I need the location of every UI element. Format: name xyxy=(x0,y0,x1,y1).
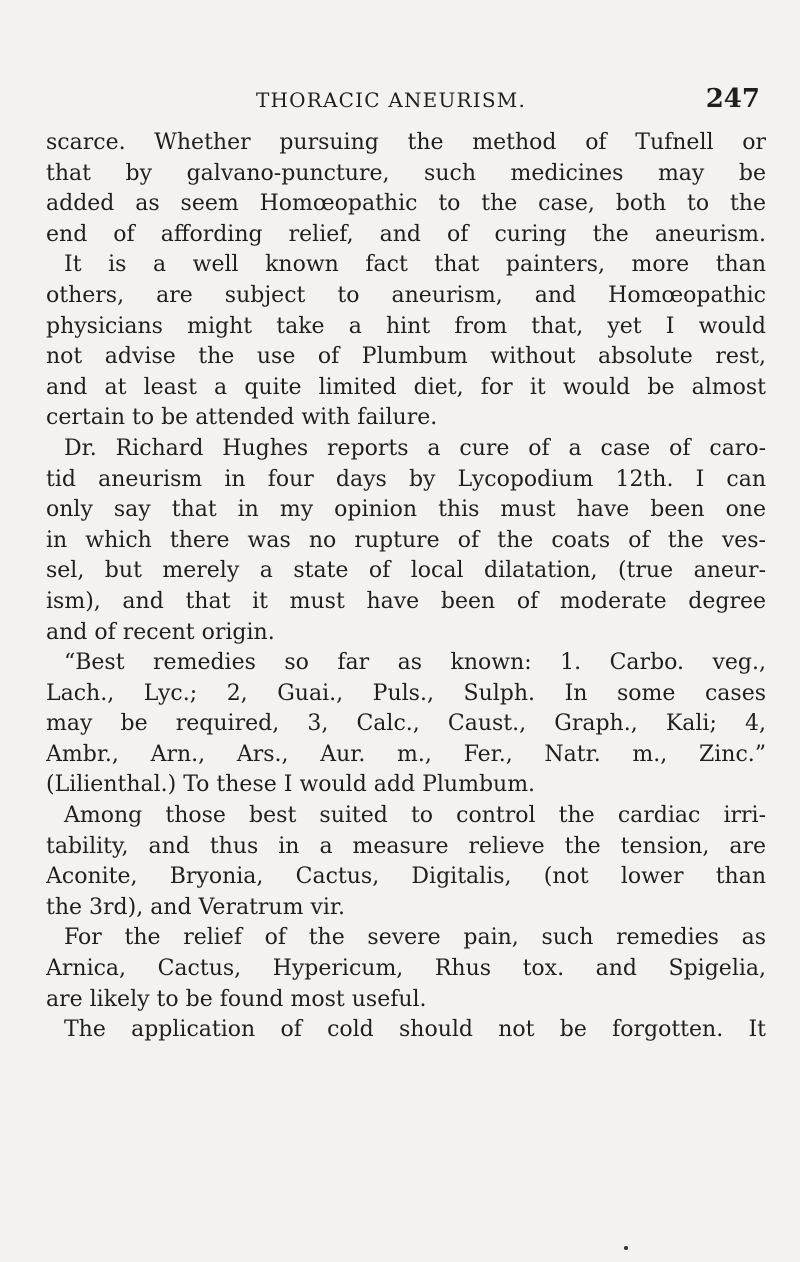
page-number: 247 xyxy=(705,84,760,114)
text-line: physicians might take a hint from that, yet I would xyxy=(46,313,766,339)
text-line: that by galvano-puncture, such medicines may be xyxy=(46,160,766,186)
text-line: Aconite, Bryonia, Cactus, Digitalis, (not lower than xyxy=(46,864,766,890)
text-line: are likely to be found most useful. xyxy=(46,986,427,1012)
text-line: sel, but merely a state of local dilatation, (true aneur- xyxy=(46,558,766,584)
ink-speck xyxy=(624,1246,628,1250)
text-line: It is a well known fact that painters, more than xyxy=(64,252,766,278)
text-line: Among those best suited to control the cardiac irri- xyxy=(64,803,766,829)
text-line: added as seem Homœopathic to the case, both to the xyxy=(46,191,766,217)
text-line: For the relief of the severe pain, such remedies as xyxy=(64,925,766,951)
text-line: Ambr., Arn., Ars., Aur. m., Fer., Natr. m., Zinc.” xyxy=(46,741,766,767)
text-line: scarce. Whether pursuing the method of Tufnell or xyxy=(46,130,766,155)
text-line: tid aneurism in four days by Lycopodium 12th. I can xyxy=(46,466,766,492)
text-line: in which there was no rupture of the coats of the ves- xyxy=(46,527,766,553)
text-line: not advise the use of Plumbum without absolute rest, xyxy=(46,344,766,370)
text-line: (Lilienthal.) To these I would add Plumbum. xyxy=(46,772,536,798)
text-line: certain to be attended with failure. xyxy=(46,405,438,431)
text-line: tability, and thus in a measure relieve the tension, are xyxy=(46,833,766,859)
text-line: only say that in my opinion this must have been one xyxy=(46,497,766,523)
text-line: Lach., Lyc.; 2, Guai., Puls., Sulph. In some cases xyxy=(46,680,766,706)
text-line: the 3rd), and Veratrum vir. xyxy=(46,894,346,920)
text-line: end of affording relief, and of curing the aneurism. xyxy=(46,221,766,247)
text-line: and at least a quite limited diet, for it would be almost xyxy=(46,374,766,400)
text-line: others, are subject to aneurism, and Homœopathic xyxy=(46,282,766,308)
text-line: “Best remedies so far as known: 1. Carbo. veg., xyxy=(64,650,766,676)
text-line: ism), and that it must have been of moderate degree xyxy=(46,588,766,614)
running-title: THORACIC ANEURISM. xyxy=(256,88,527,112)
running-head xyxy=(48,84,760,116)
text-line: Arnica, Cactus, Hypericum, Rhus tox. and Spigelia, xyxy=(46,956,766,982)
body-text xyxy=(46,128,766,1046)
text-line: Dr. Richard Hughes reports a cure of a case of caro- xyxy=(64,435,766,461)
text-line: may be required, 3, Calc., Caust., Graph., Kali; 4, xyxy=(46,711,766,737)
text-line: The application of cold should not be forgotten. It xyxy=(64,1017,766,1043)
text-line: and of recent origin. xyxy=(46,619,275,645)
